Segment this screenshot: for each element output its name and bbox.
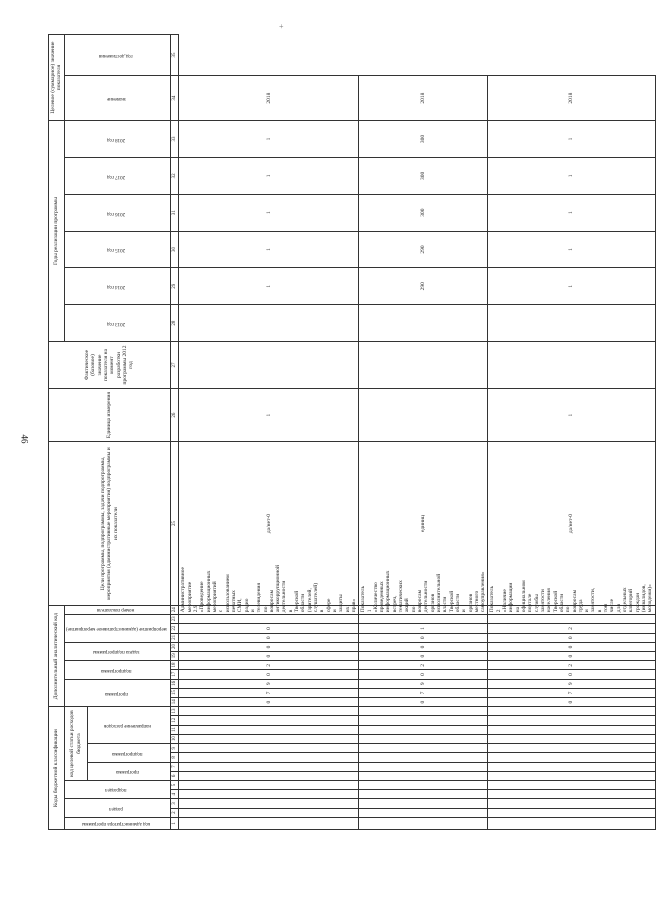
header-direction-text: направление расходов [103, 723, 151, 729]
table-container [48, 34, 654, 830]
col-num-33: 33 [170, 121, 179, 158]
row3-section-a [488, 808, 655, 817]
col-num-4: 4 [170, 790, 179, 799]
header-year-reach [64, 35, 170, 76]
header-program-text: программа [115, 769, 139, 775]
row3-direction-c [488, 716, 655, 725]
header-year-2016-text: 2016 год [106, 210, 126, 216]
col-num-8: 8 [170, 753, 179, 762]
header-subprogram [87, 744, 170, 762]
row2-value: 300 [359, 121, 488, 158]
row1-code-10 [179, 615, 359, 624]
header-year-reach-text: год достижения [99, 52, 133, 58]
header-year-2017 [64, 157, 170, 194]
row1-year: 2018 [179, 76, 359, 121]
col-num-28: 28 [170, 305, 179, 342]
row1-code-6: 0 [179, 652, 359, 661]
col-num-35: 35 [170, 35, 179, 76]
page-number: 46 [19, 434, 30, 444]
row1-goal-text: Административное мероприятие 2.9 «Проведение информационных мероприятий с использованием печатных СМИ, радио и телевидения по вопросам антикоррупционной деятельности в Тверской области (зрителей, слушателей) в сфере и защиты их прав» [179, 605, 359, 614]
row3-code-3: 9 [488, 679, 655, 688]
row1-fact: 1 [179, 389, 359, 442]
header-fact: Фактическое (базовое) значение показателя на момент разработки программы 2012 год [49, 341, 171, 388]
row3-y2016: 1 [488, 231, 655, 268]
header-year-2018 [64, 121, 170, 158]
row2-code-3: 9 [359, 679, 488, 688]
row2-code-1: 0 [359, 698, 488, 707]
row2-y2014 [359, 305, 488, 342]
col-num-19: 19 [170, 652, 179, 661]
col-num-23: 23 [170, 615, 179, 624]
col-num-25: 25 [170, 442, 179, 606]
table-row [179, 35, 359, 830]
row3-goal-text: Показатель 2 «Наличие информации на официальном портале службы занятости населения Тверской области по вопросам труда и занятости, в том числе для отдельных категорий граждан (инвалидов, молодежи)» [488, 605, 655, 614]
row3-code-6: 0 [488, 652, 655, 661]
row1-code-9: 0 [179, 624, 359, 633]
header-year-2014-text: 2014 год [106, 284, 126, 290]
row3-subprogram-b [488, 744, 655, 753]
row1-code-8: 0 [179, 633, 359, 642]
header-task-col [64, 642, 170, 660]
header-years-group: Годы реализации программы [49, 121, 65, 342]
header-criterion-group: Целевое (суммарное) значение показателя [49, 35, 65, 121]
header-subprogram-col [64, 661, 170, 679]
row1-program-b [179, 762, 359, 771]
header-csr-group: код целевой статьи расходов бюджета [64, 707, 87, 781]
col-num-13: 13 [170, 707, 179, 716]
row2-code-5: 2 [359, 661, 488, 670]
header-additional-group: Дополнительный аналитический код [49, 605, 65, 706]
col-num-6: 6 [170, 771, 179, 780]
row1-code-7: 0 [179, 642, 359, 651]
col-num-7: 7 [170, 762, 179, 771]
row2-code-7: 0 [359, 642, 488, 651]
col-num-17: 17 [170, 670, 179, 679]
col-num-31: 31 [170, 194, 179, 231]
header-program-col [64, 679, 170, 707]
row1-value: 1 [179, 121, 359, 158]
header-year-2013-text: 2013 год [106, 320, 126, 326]
header-year-2015-text: 2015 год [106, 247, 126, 253]
row3-code-1: 0 [488, 698, 655, 707]
header-direction [87, 707, 170, 744]
header-year-2013 [64, 305, 170, 342]
row1-code-5: 2 [179, 661, 359, 670]
row3-fact: 1 [488, 389, 655, 442]
col-num-12: 12 [170, 716, 179, 725]
col-num-2: 2 [170, 808, 179, 817]
col-num-11: 11 [170, 725, 179, 734]
header-year-2016 [64, 194, 170, 231]
header-subprogram-col-text: подпрограмма [100, 667, 132, 673]
row3-y2018: 1 [488, 157, 655, 194]
header-year-2015 [64, 231, 170, 268]
row2-fact [359, 389, 488, 442]
row2-y2013 [359, 341, 488, 388]
row2-direction-c [359, 716, 488, 725]
header-indicator-num [64, 605, 170, 614]
header-year-2017-text: 2017 год [106, 173, 126, 179]
row1-direction-b [179, 725, 359, 734]
row1-code-4: 0 [179, 670, 359, 679]
row3-code-4: 0 [488, 670, 655, 679]
table-row [359, 35, 488, 830]
row3-y2013 [488, 341, 655, 388]
header-program [87, 762, 170, 780]
row3-program-a [488, 771, 655, 780]
row2-y2018: 300 [359, 157, 488, 194]
column-numbers-row [170, 35, 179, 830]
row2-code-2: 7 [359, 688, 488, 697]
row2-code-9: 1 [359, 624, 488, 633]
row1-direction-a [179, 734, 359, 743]
row2-program-a [359, 771, 488, 780]
row2-section-a [359, 808, 488, 817]
header-value-text: значение [106, 95, 126, 101]
col-num-27: 27 [170, 341, 179, 388]
row2-y2017: 300 [359, 194, 488, 231]
header-event-col [64, 615, 170, 643]
row2-code-10 [359, 615, 488, 624]
row3-admin [488, 817, 655, 829]
header-task-col-text: задача подпрограммы [92, 649, 140, 655]
row2-admin [359, 817, 488, 829]
col-num-14: 14 [170, 698, 179, 707]
row3-code-9: 2 [488, 624, 655, 633]
header-section [64, 799, 170, 817]
row2-code-8: 0 [359, 633, 488, 642]
row1-direction-c [179, 716, 359, 725]
header-budget-group: Коды бюджетной классификации [49, 707, 65, 830]
row1-section-a [179, 808, 359, 817]
header-year-2018-text: 2018 год [106, 136, 126, 142]
col-num-30: 30 [170, 231, 179, 268]
col-num-34: 34 [170, 76, 179, 121]
header-indicator-num-text: номер показателя [97, 607, 135, 613]
row1-code-3: 9 [179, 679, 359, 688]
row1-y2016: 1 [179, 231, 359, 268]
row3-code-8: 0 [488, 633, 655, 642]
row3-subsection-a [488, 790, 655, 799]
corner-mark: + [279, 22, 284, 31]
col-num-5: 5 [170, 780, 179, 789]
row1-subprogram-b [179, 744, 359, 753]
header-admin-code-text: код администратора программы [81, 821, 151, 827]
col-num-9: 9 [170, 744, 179, 753]
row2-unit: единиц [359, 442, 488, 606]
col-num-10: 10 [170, 734, 179, 743]
program-indicators-table [48, 34, 656, 830]
col-num-20: 20 [170, 642, 179, 651]
row3-section-b [488, 799, 655, 808]
header-subsection-text: подраздел [105, 787, 127, 793]
row1-subsection-a [179, 790, 359, 799]
row1-subprogram-a [179, 753, 359, 762]
header-program-col-text: программа [104, 690, 128, 696]
row1-subsection-b [179, 780, 359, 789]
col-num-15: 15 [170, 688, 179, 697]
row1-y2017: 1 [179, 194, 359, 231]
row2-y2016: 290 [359, 231, 488, 268]
row3-direction-d [488, 707, 655, 716]
row3-subprogram-a [488, 753, 655, 762]
header-year-2014 [64, 268, 170, 305]
row2-direction-b [359, 725, 488, 734]
row3-subsection-b [488, 780, 655, 789]
header-subprogram-text: подпрограмма [112, 750, 143, 756]
col-num-24: 24 [170, 605, 179, 614]
header-section-text: раздел [109, 805, 123, 811]
col-num-16: 16 [170, 679, 179, 688]
row2-year: 2018 [359, 76, 488, 121]
row2-direction-a [359, 734, 488, 743]
row3-year: 2018 [488, 76, 655, 121]
table-row [488, 35, 655, 830]
row2-code-6: 0 [359, 652, 488, 661]
row1-code-2: 7 [179, 688, 359, 697]
row3-code-5: 2 [488, 661, 655, 670]
col-num-3: 3 [170, 799, 179, 808]
row2-subprogram-a [359, 753, 488, 762]
row3-unit: да/нет-0 [488, 442, 655, 606]
header-row-groups [49, 35, 65, 830]
row2-subsection-b [359, 780, 488, 789]
header-goal: Цели программы, подпрограммы, задачи подпрограммы, мероприятия (административные мероприятия) подпрограммы и их показатели [49, 442, 171, 606]
col-num-18: 18 [170, 661, 179, 670]
row1-section-b [179, 799, 359, 808]
row3-direction-a [488, 734, 655, 743]
row1-code-1: 0 [179, 698, 359, 707]
row3-y2014 [488, 305, 655, 342]
col-num-29: 29 [170, 268, 179, 305]
row2-y2015: 290 [359, 268, 488, 305]
rotated-table-frame [48, 34, 654, 830]
row3-y2015: 1 [488, 268, 655, 305]
col-num-32: 32 [170, 157, 179, 194]
row3-code-2: 7 [488, 688, 655, 697]
row2-section-b [359, 799, 488, 808]
row1-y2014 [179, 305, 359, 342]
row3-code-7: 0 [488, 642, 655, 651]
col-num-1: 1 [170, 817, 179, 829]
row1-y2018: 1 [179, 157, 359, 194]
row2-subprogram-b [359, 744, 488, 753]
row1-program-a [179, 771, 359, 780]
row3-value: 1 [488, 121, 655, 158]
row2-program-b [359, 762, 488, 771]
header-subsection [64, 780, 170, 798]
header-unit: Единица измерения [49, 389, 171, 442]
row1-unit: да/нет-0 [179, 442, 359, 606]
row2-direction-d [359, 707, 488, 716]
col-num-21: 21 [170, 633, 179, 642]
row1-y2015: 1 [179, 268, 359, 305]
row3-y2017: 1 [488, 194, 655, 231]
row1-y2013 [179, 341, 359, 388]
header-value [64, 76, 170, 121]
row2-code-4: 0 [359, 670, 488, 679]
header-admin-code [64, 817, 170, 829]
row1-admin [179, 817, 359, 829]
header-event-col-text: мероприятие (административное мероприятие) [65, 626, 167, 632]
row2-subsection-a [359, 790, 488, 799]
col-num-22: 22 [170, 624, 179, 633]
row3-code-10 [488, 615, 655, 624]
row3-direction-b [488, 725, 655, 734]
row2-goal-text: Показатель 1 «Количество проведенных информационных встреч, тематических акций по вопросам деятельности органов исполнительной власти Тверской области и органов местного самоуправления» [359, 605, 488, 614]
row3-program-b [488, 762, 655, 771]
row1-direction-d [179, 707, 359, 716]
col-num-26: 26 [170, 389, 179, 442]
